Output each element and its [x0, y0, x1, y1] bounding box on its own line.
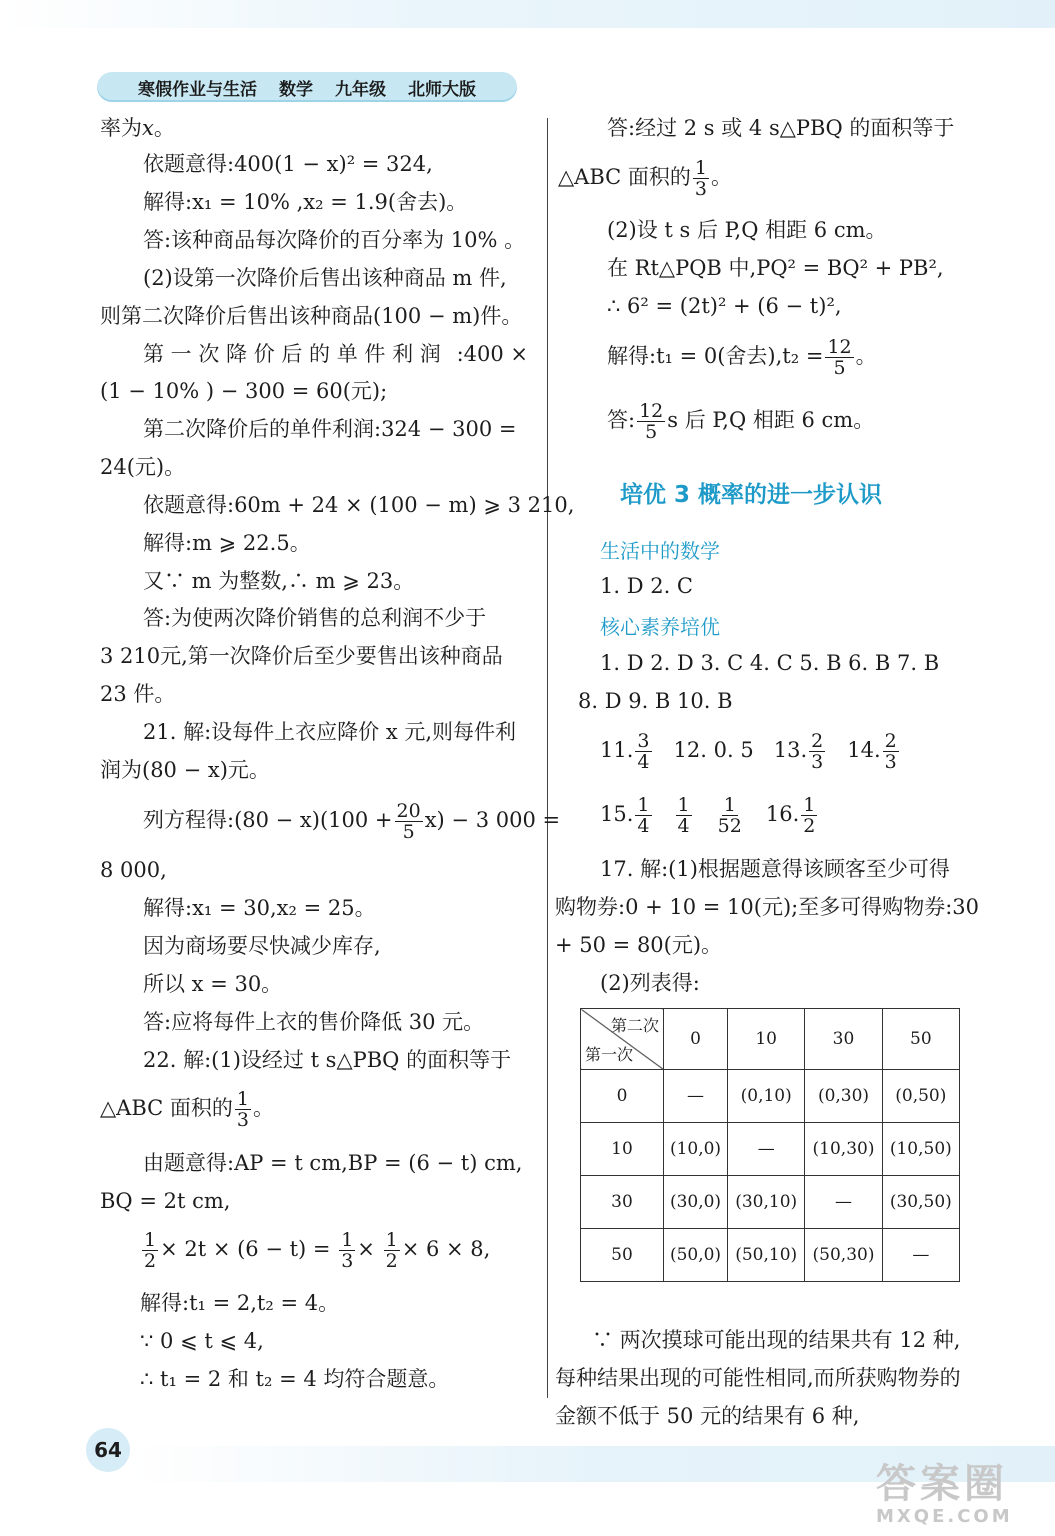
table-row — [581, 1176, 960, 1229]
text-line-fraction: $\frac{1}{2}$ × 2t × (6 − t) = $\frac{1}{3}$ × $\frac{1}{2}$ × 6 × 8, — [144, 1229, 491, 1272]
text-line: 又∵ m 为整数,∴ m ⩾ 23。 — [143, 569, 415, 593]
fraction: $\frac{1}{4}$ — [637, 794, 650, 837]
table-cell: (30,0) — [664, 1176, 728, 1229]
top-decor-band — [0, 0, 1055, 28]
header-series: 寒假作业与生活 — [138, 79, 257, 100]
text-line: 第 一 次 降 价 后 的 单 件 利 润 :400 × — [143, 342, 528, 366]
text-line: 率为x。 — [100, 116, 175, 140]
text-line-fraction: △ABC 面积的 $\frac{1}{3}$ 。 — [100, 1088, 274, 1131]
corner-label-second: 第二次 — [610, 1016, 659, 1035]
fraction: $\frac{1}{2}$ — [803, 794, 816, 837]
subheading-core-skills: 核心素养培优 — [600, 615, 720, 639]
text-line: 解得:t₁ = 2,t₂ = 4。 — [140, 1291, 340, 1315]
fraction: $\frac{2}{3}$ — [884, 730, 897, 773]
text-line: 解得:x₁ = 10% ,x₂ = 1.9(舍去)。 — [143, 190, 468, 214]
text-line-fraction: 列方程得:(80 − x)(100 + $\frac{20}{5}$ x) − 3 000 = — [143, 800, 561, 843]
subheading-life-math: 生活中的数学 — [600, 539, 720, 563]
column-header: 50 — [882, 1009, 959, 1070]
table-cell: — — [805, 1176, 882, 1229]
table-row — [581, 1229, 960, 1282]
text-line: 由题意得:AP = t cm,BP = (6 − t) cm, — [143, 1151, 523, 1175]
text-line: + 50 = 80(元)。 — [555, 933, 723, 957]
text-line: 依题意得:400(1 − x)² = 324, — [143, 152, 433, 176]
table-cell: (50,10) — [728, 1229, 805, 1282]
header-grade: 九年级 — [335, 79, 386, 100]
fraction: $\frac{2}{3}$ — [811, 730, 824, 773]
row-header: 10 — [581, 1123, 664, 1176]
table-cell: (30,10) — [728, 1176, 805, 1229]
page-number: 64 — [86, 1428, 130, 1472]
answer-line-fractions: 11. $\frac{3}{4}$ 12. 0. 5 13. $\frac{2}{3}$ 14. $\frac{2}{3}$ — [600, 730, 897, 773]
text-line: 在 Rt△PQB 中,PQ² = BQ² + PB², — [607, 256, 944, 280]
fraction: $\frac{12}{5}$ — [639, 400, 664, 443]
text-line: 依题意得:60m + 24 × (100 − m) ⩾ 3 210, — [143, 493, 575, 517]
table-cell: (0,30) — [805, 1070, 882, 1123]
outcome-table — [580, 1008, 960, 1282]
text-line: 金额不低于 50 元的结果有 6 种, — [555, 1404, 860, 1428]
text-line: 解得:m ⩾ 22.5。 — [143, 531, 311, 555]
fraction: $\frac{1}{3}$ — [341, 1229, 354, 1272]
text-line: 因为商场要尽快减少库存, — [143, 934, 381, 958]
text-line: 8 000, — [100, 858, 167, 882]
text-line: 22. 解:(1)设经过 t s△PBQ 的面积等于 — [143, 1048, 512, 1072]
fraction: $\frac{3}{4}$ — [637, 730, 650, 773]
column-header: 0 — [664, 1009, 728, 1070]
section-title: 培优 3 概率的进一步认识 — [620, 482, 883, 508]
text-line-fraction: △ABC 面积的 $\frac{1}{3}$ 。 — [558, 157, 732, 200]
fraction: $\frac{1}{2}$ — [385, 1229, 398, 1272]
answer-line: 1. D 2. C — [600, 574, 694, 598]
table-row — [581, 1123, 960, 1176]
table-row — [581, 1070, 960, 1123]
table-cell: (50,30) — [805, 1229, 882, 1282]
fraction: $\frac{12}{5}$ — [827, 336, 852, 379]
text-line: ∴ 6² = (2t)² + (6 − t)², — [607, 294, 842, 318]
text-line: 每种结果出现的可能性相同,而所获购物券的 — [555, 1366, 961, 1390]
answer-line-fractions: 15. $\frac{1}{4}$ $\frac{1}{4}$ $\frac{1}{52}$ 16. $\frac{1}{2}$ — [600, 794, 816, 837]
fraction: $\frac{1}{2}$ — [144, 1229, 157, 1272]
running-header — [97, 72, 517, 102]
text-line-fraction: 答: $\frac{12}{5}$ s 后 P,Q 相距 6 cm。 — [607, 400, 875, 443]
text-line: 购物券:0 + 10 = 10(元);至多可得购物券:30 — [555, 895, 980, 919]
fraction: $\frac{1}{3}$ — [694, 157, 707, 200]
text-line-fraction: 解得:t₁ = 0(舍去),t₂ = $\frac{12}{5}$ 。 — [607, 336, 877, 379]
answer-line: 8. D 9. B 10. B — [578, 689, 733, 713]
column-divider — [547, 118, 548, 1398]
header-edition: 北师大版 — [408, 79, 476, 100]
text-line: 则第二次降价后售出该种商品(100 − m)件。 — [100, 304, 523, 328]
watermark-logo: 答案圈 MXQE.COM — [876, 1461, 1013, 1527]
text-line: 答:为使两次降价销售的总利润不少于 — [143, 606, 487, 630]
text-line: 所以 x = 30。 — [143, 972, 283, 996]
table-cell: — — [882, 1229, 959, 1282]
text-line: 第二次降价后的单件利润:324 − 300 = — [143, 417, 517, 441]
table-cell: (10,0) — [664, 1123, 728, 1176]
table-cell: (10,30) — [805, 1123, 882, 1176]
answer-line: 1. D 2. D 3. C 4. C 5. B 6. B 7. B — [600, 651, 940, 675]
text-line: (2)设第一次降价后售出该种商品 m 件, — [143, 266, 507, 290]
text-line: 解得:x₁ = 30,x₂ = 25。 — [143, 896, 376, 920]
column-header: 10 — [728, 1009, 805, 1070]
column-header: 30 — [805, 1009, 882, 1070]
fraction: $\frac{1}{4}$ — [677, 794, 690, 837]
table-cell: (10,50) — [882, 1123, 959, 1176]
text-line: ∵ 两次摸球可能出现的结果共有 12 种, — [592, 1328, 961, 1352]
text-line: 3 210元,第一次降价后至少要售出该种商品 — [100, 644, 503, 668]
table-cell: — — [664, 1070, 728, 1123]
row-header: 50 — [581, 1229, 664, 1282]
text-line: 23 件。 — [100, 682, 176, 706]
text-line: 21. 解:设每件上衣应降价 x 元,则每件利 — [143, 720, 517, 744]
text-line: (2)设 t s 后 P,Q 相距 6 cm。 — [607, 218, 887, 242]
header-subject: 数学 — [279, 79, 313, 100]
corner-label-first: 第一次 — [585, 1045, 634, 1064]
row-header: 30 — [581, 1176, 664, 1229]
table-cell: (0,10) — [728, 1070, 805, 1123]
text-line: 答:应将每件上衣的售价降低 30 元。 — [143, 1010, 485, 1034]
text-line: (2)列表得: — [600, 971, 700, 995]
text-line: 润为(80 − x)元。 — [100, 758, 270, 782]
fraction: $\frac{1}{52}$ — [717, 794, 742, 837]
table-header-row — [581, 1009, 960, 1070]
fraction: $\frac{1}{3}$ — [236, 1088, 249, 1131]
fraction: $\frac{20}{5}$ — [396, 800, 421, 843]
table-cell: (0,50) — [882, 1070, 959, 1123]
text-line: 答:经过 2 s 或 4 s△PBQ 的面积等于 — [607, 116, 955, 140]
text-line: 答:该种商品每次降价的百分率为 10% 。 — [143, 228, 526, 252]
text-line: (1 − 10% ) − 300 = 60(元); — [100, 379, 388, 403]
table-cell: — — [728, 1123, 805, 1176]
table-cell: (50,0) — [664, 1229, 728, 1282]
table-corner-cell — [581, 1009, 664, 1070]
text-line: BQ = 2t cm, — [100, 1189, 231, 1213]
row-header: 0 — [581, 1070, 664, 1123]
text-line: 17. 解:(1)根据题意得该顾客至少可得 — [600, 857, 950, 881]
text-line: 24(元)。 — [100, 455, 186, 479]
text-line: ∴ t₁ = 2 和 t₂ = 4 均符合题意。 — [140, 1367, 450, 1391]
table-cell: (30,50) — [882, 1176, 959, 1229]
text-line: ∵ 0 ⩽ t ⩽ 4, — [140, 1329, 264, 1353]
